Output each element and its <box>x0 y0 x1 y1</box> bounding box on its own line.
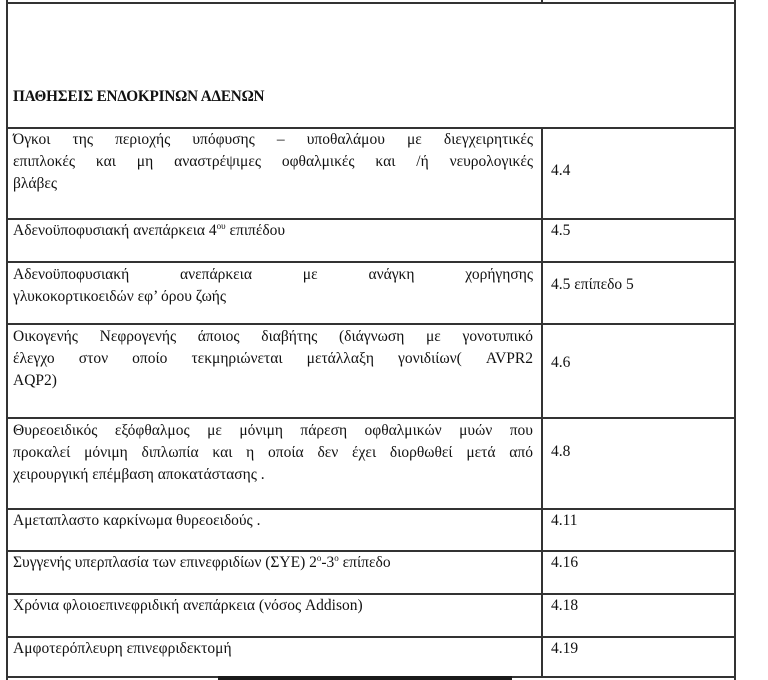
table-row-code: 4.16 <box>551 554 579 571</box>
superscript: ου <box>216 221 226 231</box>
table-row-description: Αμφοτερόπλευρη επινεφριδεκτομή <box>13 640 232 657</box>
description-line: επιπλοκές και μη αναστρέψιμες οφθαλμικές και /ή νευρολογικές <box>13 153 533 170</box>
description-text: Συγγενής υπερπλασία των επινεφριδίων (ΣΥΕ) 2 <box>13 554 317 571</box>
description-line: γλυκοκορτικοειδών εφ’ όρου ζωής <box>13 288 227 305</box>
description-line: Οικογενής Νεφρογενής άποιος διαβήτης (διάγνωση με γονοτυπικό <box>13 328 533 345</box>
table-row-code: 4.6 <box>551 354 571 371</box>
table-row-description <box>13 420 533 486</box>
description-line: Όγκοι της περιοχής υπόφυσης – υποθαλάμου με διεγχειρητικές <box>13 131 533 148</box>
section-title: ΠΑΘΗΣΕΙΣ ΕΝΔΟΚΡΙΝΩΝ ΑΔΕΝΩΝ <box>13 88 265 105</box>
table-row-code: 4.18 <box>551 597 579 614</box>
table-row-description <box>13 552 533 574</box>
description-line: AQP2) <box>13 372 57 389</box>
table-row-description: Αμεταπλαστο καρκίνωμα θυρεοειδούς . <box>13 512 261 529</box>
table-row-code: 4.4 <box>551 162 571 179</box>
description-text: επίπεδο <box>338 554 391 571</box>
table-row-description: Χρόνια φλοιοεπινεφριδική ανεπάρκεια (νόσος Addison) <box>13 597 363 614</box>
description-line: Αδενοϋποφυσιακή ανεπάρκεια με ανάγκη χορήγησης <box>13 266 533 283</box>
description-text: επιπέδου <box>225 222 286 239</box>
table-row-code: 4.5 <box>551 222 571 239</box>
table-row-code: 4.11 <box>551 512 578 529</box>
description-line: έλεγχο στον οποίο τεκμηριώνεται μετάλλαξη γονιδιίων( AVPR2 <box>13 350 533 367</box>
table-row-description <box>13 129 533 195</box>
description-text: -3 <box>321 554 335 571</box>
table-left-border <box>6 0 8 680</box>
description-line: βλάβες <box>13 175 58 192</box>
table-row-code: 4.5 επίπεδο 5 <box>551 276 634 293</box>
table-top-border <box>6 2 736 4</box>
table-row-code: 4.8 <box>551 443 571 460</box>
bottom-scroll-indicator <box>218 676 512 680</box>
table-row-description <box>13 220 533 242</box>
table-row-description <box>13 264 533 308</box>
description-line: προκαλεί μόνιμη διπλωπία και η οποία δεν έχει διορθωθεί μετά από <box>13 444 533 461</box>
superscript: ο <box>334 553 339 563</box>
description-line: χειρουργική επέμβαση αποκατάστασης . <box>13 466 265 483</box>
superscript: ο <box>316 553 322 563</box>
table-right-border <box>734 0 736 680</box>
column-divider-stub <box>541 0 543 3</box>
row-divider <box>6 417 736 419</box>
row-divider <box>6 323 736 325</box>
table-row-code: 4.19 <box>551 640 579 657</box>
description-text: Αδενοϋποφυσιακή ανεπάρκεια 4 <box>13 222 217 239</box>
description-line: Θυρεοειδικός εξόφθαλμος με μόνιμη πάρεση οφθαλμικών μυών που <box>13 422 533 439</box>
row-divider <box>6 261 736 263</box>
table-row-description <box>13 326 533 392</box>
column-divider <box>541 127 543 678</box>
